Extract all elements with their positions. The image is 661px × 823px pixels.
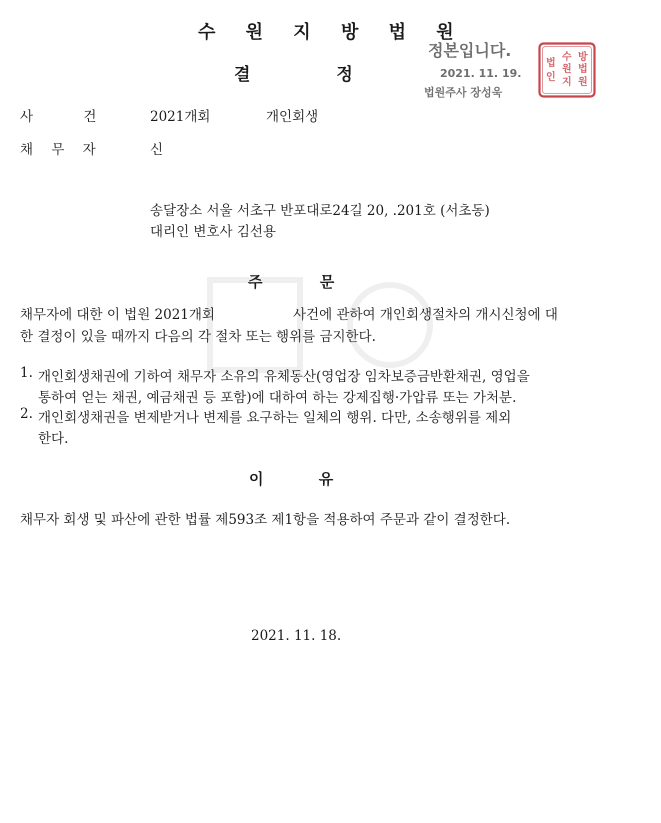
legal-agent: 대리인 변호사 김선용 bbox=[150, 224, 276, 240]
case-label: 사 건 bbox=[20, 109, 97, 125]
reason-text: 채무자 회생 및 파산에 관한 법률 제593조 제1항을 적용하여 주문과 같이 결정한다. bbox=[20, 512, 511, 528]
debtor-label: 채 무 자 bbox=[20, 142, 96, 158]
order-item-number: 1. bbox=[20, 365, 33, 381]
order-item-line: 개인회생채권을 변제받거나 변제를 요구하는 일체의 행위. 다만, 소송행위를 제외 bbox=[38, 410, 512, 426]
service-address: 송달장소 서울 서초구 반포대로24길 20, .201호 (서초동) bbox=[150, 203, 490, 219]
document-type: 결 정 bbox=[234, 65, 353, 85]
order-intro-part2: 사건에 관하여 개인회생절차의 개시신청에 대 bbox=[293, 307, 558, 323]
order-intro-part1: 채무자에 대한 이 법원 2021개회 bbox=[20, 307, 215, 323]
certified-copy-stamp: 정본입니다. bbox=[428, 41, 512, 60]
decision-date: 2021. 11. 18. bbox=[251, 628, 342, 644]
svg-text:법: 법 bbox=[578, 64, 588, 75]
certification-officer: 법원주사 장성욱 bbox=[424, 86, 503, 99]
court-seal-icon bbox=[538, 42, 596, 98]
reason-heading: 이 유 bbox=[249, 470, 334, 488]
svg-text:인: 인 bbox=[546, 72, 556, 83]
svg-text:지: 지 bbox=[562, 77, 572, 88]
order-item-line: 통하여 얻는 채권, 예금채권 등 포함)에 대하여 하는 강제집행·가압류 또는 가처분. bbox=[38, 390, 517, 406]
debtor-name: 신 bbox=[150, 142, 164, 158]
svg-text:수: 수 bbox=[562, 52, 572, 63]
order-item-number: 2. bbox=[20, 406, 33, 422]
svg-text:법: 법 bbox=[546, 58, 556, 69]
court-name: 수 원 지 방 법 원 bbox=[198, 22, 466, 43]
svg-text:방: 방 bbox=[578, 52, 588, 63]
case-name: 개인회생 bbox=[266, 109, 319, 125]
order-intro-line2: 한 결정이 있을 때까지 다음의 각 절차 또는 행위를 금지한다. bbox=[20, 329, 376, 345]
certification-date: 2021. 11. 19. bbox=[440, 67, 522, 80]
case-number: 2021개회 bbox=[150, 109, 211, 125]
svg-text:원: 원 bbox=[578, 77, 588, 88]
order-heading: 주 문 bbox=[248, 273, 335, 291]
order-item-line: 한다. bbox=[38, 431, 69, 447]
svg-text:원: 원 bbox=[562, 64, 572, 75]
order-item-line: 개인회생채권에 기하여 채무자 소유의 유체동산(영업장 임차보증금반환채권, 영업을 bbox=[38, 369, 530, 385]
